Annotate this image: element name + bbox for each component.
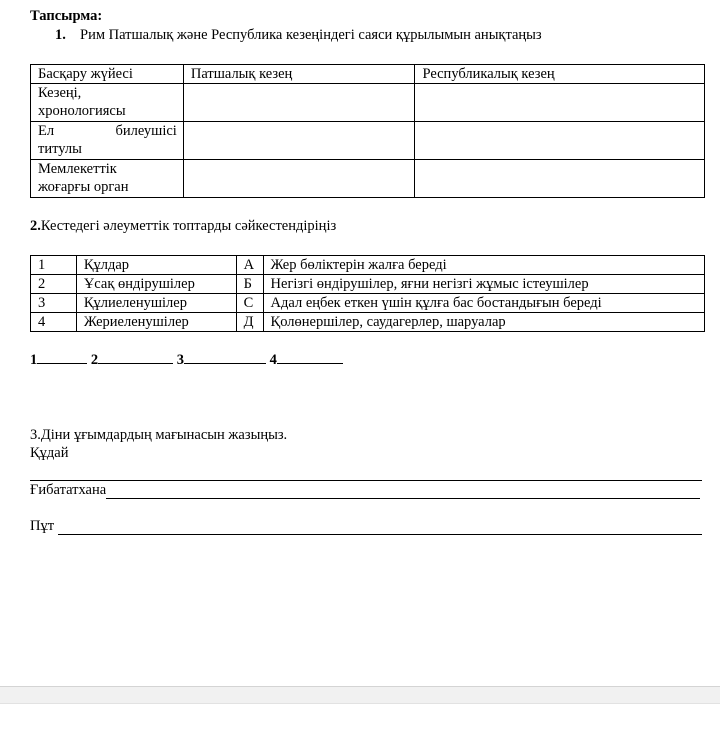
- table-row: [31, 294, 705, 313]
- task2-instruction: [30, 218, 336, 235]
- row-label-line: жоғарғы орган: [38, 179, 129, 195]
- table-row: [31, 160, 705, 198]
- table-row: [31, 313, 705, 332]
- answer-blank-2[interactable]: [98, 363, 173, 364]
- term-temple-row: [30, 482, 702, 499]
- row-number: 2: [31, 275, 77, 294]
- task2-number: 2.: [30, 218, 41, 234]
- table-row: [31, 84, 705, 122]
- answer-blank-3[interactable]: [184, 363, 266, 364]
- answer-cell-royal[interactable]: [183, 160, 415, 198]
- answer-cell-royal[interactable]: [183, 84, 415, 122]
- page-footer-band: [0, 686, 720, 704]
- option-description: Жер бөліктерін жалға береді: [263, 256, 704, 275]
- term-idol: Пұт: [30, 518, 55, 534]
- answer-blank-idol[interactable]: [58, 519, 702, 535]
- row-label-period: [31, 84, 184, 122]
- option-description: Негізгі өндірушілер, яғни негізгі жұмыс істеушілер: [263, 275, 704, 294]
- answer-label-3: 3: [176, 352, 184, 368]
- term-god: Құдай: [30, 445, 69, 461]
- matching-table: [30, 255, 705, 332]
- government-table: [30, 64, 705, 198]
- row-label-line: Кезеңі,: [38, 85, 82, 101]
- option-description: Қолөнершілер, саудагерлер, шаруалар: [263, 313, 704, 332]
- answer-blank-god[interactable]: [30, 462, 702, 481]
- answer-label-1: 1: [30, 352, 38, 368]
- row-label-line: Мемлекеттік: [38, 161, 117, 177]
- table-row: [31, 256, 705, 275]
- row-number: 1: [31, 256, 77, 275]
- answer-blank-1[interactable]: [37, 363, 87, 364]
- answer-cell-republic[interactable]: [415, 84, 705, 122]
- answer-blank-temple[interactable]: [106, 483, 700, 499]
- table-header-row: [31, 65, 705, 84]
- option-letter: Б: [236, 275, 263, 294]
- option-letter: Д: [236, 313, 263, 332]
- social-group: Жериеленушілер: [76, 313, 236, 332]
- answer-label-4: 4: [269, 352, 277, 368]
- task2-text: Кестедегі әлеуметтік топтарды сәйкестендіріңіз: [40, 218, 337, 234]
- option-description: Адал еңбек еткен үшін құлға бас бостандығын береді: [263, 294, 704, 313]
- term-idol-row: [30, 518, 702, 535]
- row-label-word: Ел: [38, 123, 55, 139]
- row-label-ruler-title: [31, 122, 184, 160]
- social-group: Құлдар: [76, 256, 236, 275]
- task3-instruction: 3.Діни ұғымдардың мағынасын жазыңыз.: [30, 427, 288, 443]
- answer-cell-royal[interactable]: [183, 122, 415, 160]
- header-republic-period: Республикалық кезең: [415, 65, 705, 84]
- term-temple: Ғибататхана: [30, 482, 107, 498]
- task1-number: 1.: [55, 27, 66, 43]
- social-group: Ұсақ өндірушілер: [76, 275, 236, 294]
- social-group: Құлиеленушілер: [76, 294, 236, 313]
- row-number: 4: [31, 313, 77, 332]
- assignment-heading: Тапсырма:: [30, 8, 103, 24]
- table-row: [31, 122, 705, 160]
- row-label-line: [38, 122, 183, 140]
- answer-label-2: 2: [90, 352, 99, 368]
- table-row: [31, 275, 705, 294]
- row-number: 3: [31, 294, 77, 313]
- row-label-word: билеушісі: [115, 123, 177, 139]
- answer-blank-4[interactable]: [277, 363, 343, 364]
- answer-cell-republic[interactable]: [415, 122, 705, 160]
- row-label-line: титулы: [38, 141, 82, 157]
- option-letter: С: [236, 294, 263, 313]
- answer-line: [30, 352, 343, 369]
- answer-cell-republic[interactable]: [415, 160, 705, 198]
- option-letter: А: [236, 256, 263, 275]
- row-label-supreme-body: [31, 160, 184, 198]
- row-label-line: хронологиясы: [38, 103, 126, 119]
- header-royal-period: Патшалық кезең: [183, 65, 415, 84]
- header-government-system: Басқару жүйесі: [31, 65, 184, 84]
- task1-instruction: Рим Патшалық және Республика кезеңіндегі саяси құрылымын анықтаңыз: [80, 27, 542, 43]
